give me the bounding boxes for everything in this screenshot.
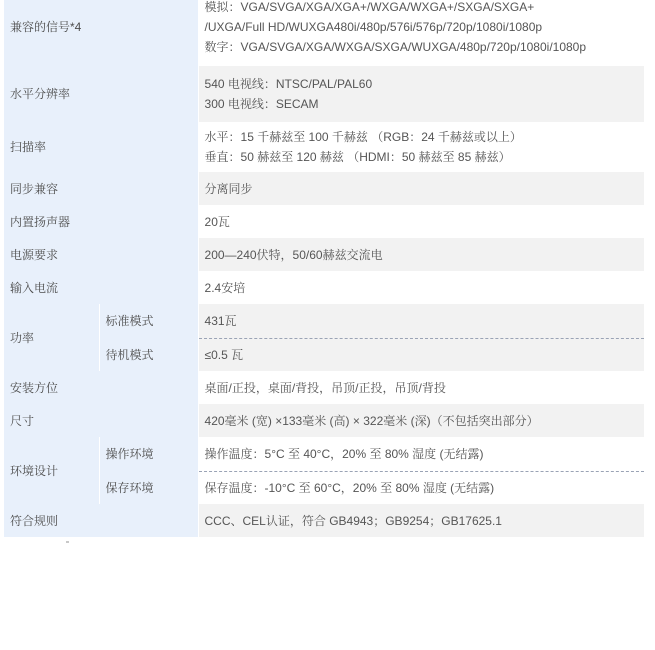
- table-row: [4, 404, 644, 437]
- spec-table: [4, 0, 644, 537]
- table-row: [4, 0, 644, 66]
- row-value-sync: 分离同步: [198, 172, 644, 205]
- row-value-scan-rate: [198, 122, 644, 172]
- sub-value-standard-mode: 431瓦: [198, 304, 644, 338]
- row-value-resolution: [198, 66, 644, 122]
- row-label-signals: 兼容的信号*4: [4, 0, 198, 66]
- value-line: 水平：15 千赫兹至 100 千赫兹 （RGB：24 千赫兹或以上）: [204, 130, 522, 144]
- sub-label-operating-env: 操作环境: [99, 437, 198, 471]
- divider: [66, 541, 69, 543]
- table-row: [4, 205, 644, 238]
- value-line: 540 电视线：NTSC/PAL/PAL60: [204, 77, 373, 91]
- sub-label-storage-env: 保存环境: [99, 471, 198, 504]
- sub-value-standby-mode: ≤0.5 瓦: [198, 338, 644, 371]
- table-row: [4, 172, 644, 205]
- row-label-compliance: 符合规则: [4, 504, 198, 537]
- row-label-speaker: 内置扬声器: [4, 205, 198, 238]
- table-row: [4, 371, 644, 404]
- row-value-speaker: 20瓦: [198, 205, 644, 238]
- table-row: [4, 271, 644, 304]
- value-line: /UXGA/Full HD/WUXGA480i/480p/576i/576p/720p/1080i/1080p: [204, 20, 543, 34]
- value-line: 垂直：50 赫兹至 120 赫兹 （HDMI：50 赫兹至 85 赫兹）: [204, 150, 511, 164]
- row-label-input-current: 输入电流: [4, 271, 198, 304]
- sub-label-standby-mode: 待机模式: [99, 338, 198, 371]
- row-value-mounting: 桌面/正投，桌面/背投，吊顶/正投，吊顶/背投: [198, 371, 644, 404]
- value-line: 数字：VGA/SVGA/XGA/WXGA/SXGA/WUXGA/480p/720p/1080i/1080p: [204, 40, 587, 54]
- row-label-sync: 同步兼容: [4, 172, 198, 205]
- row-label-mounting: 安装方位: [4, 371, 198, 404]
- row-value-compliance: CCC、CEL认证，符合 GB4943；GB9254；GB17625.1: [198, 504, 644, 537]
- row-label-resolution: 水平分辨率: [4, 66, 198, 122]
- table-row: [4, 122, 644, 172]
- table-row: [4, 66, 644, 122]
- row-label-environment: 环境设计: [4, 437, 99, 504]
- value-line: 300 电视线：SECAM: [204, 97, 319, 111]
- row-value-dimensions: 420毫米 (宽) ×133毫米 (高) × 322毫米 (深)（不包括突出部分）: [198, 404, 644, 437]
- table-row: [4, 471, 644, 504]
- sub-label-standard-mode: 标准模式: [99, 304, 198, 338]
- table-row: [4, 504, 644, 537]
- sub-value-storage-env: 保存温度：-10°C 至 60°C，20% 至 80% 湿度 (无结露): [198, 471, 644, 504]
- table-row: [4, 437, 644, 471]
- row-label-power-supply: 电源要求: [4, 238, 198, 271]
- sub-value-operating-env: 操作温度：5°C 至 40°C，20% 至 80% 湿度 (无结露): [198, 437, 644, 471]
- table-row: [4, 238, 644, 271]
- row-label-dimensions: 尺寸: [4, 404, 198, 437]
- row-label-power: 功率: [4, 304, 99, 371]
- row-value-signals: [198, 0, 644, 66]
- table-row: [4, 304, 644, 338]
- value-line: 模拟：VGA/SVGA/XGA/XGA+/WXGA/WXGA+/SXGA/SXGA+: [204, 0, 535, 14]
- row-value-power-supply: 200—240伏特，50/60赫兹交流电: [198, 238, 644, 271]
- table-row: [4, 338, 644, 371]
- row-label-scan-rate: 扫描率: [4, 122, 198, 172]
- row-value-input-current: 2.4安培: [198, 271, 644, 304]
